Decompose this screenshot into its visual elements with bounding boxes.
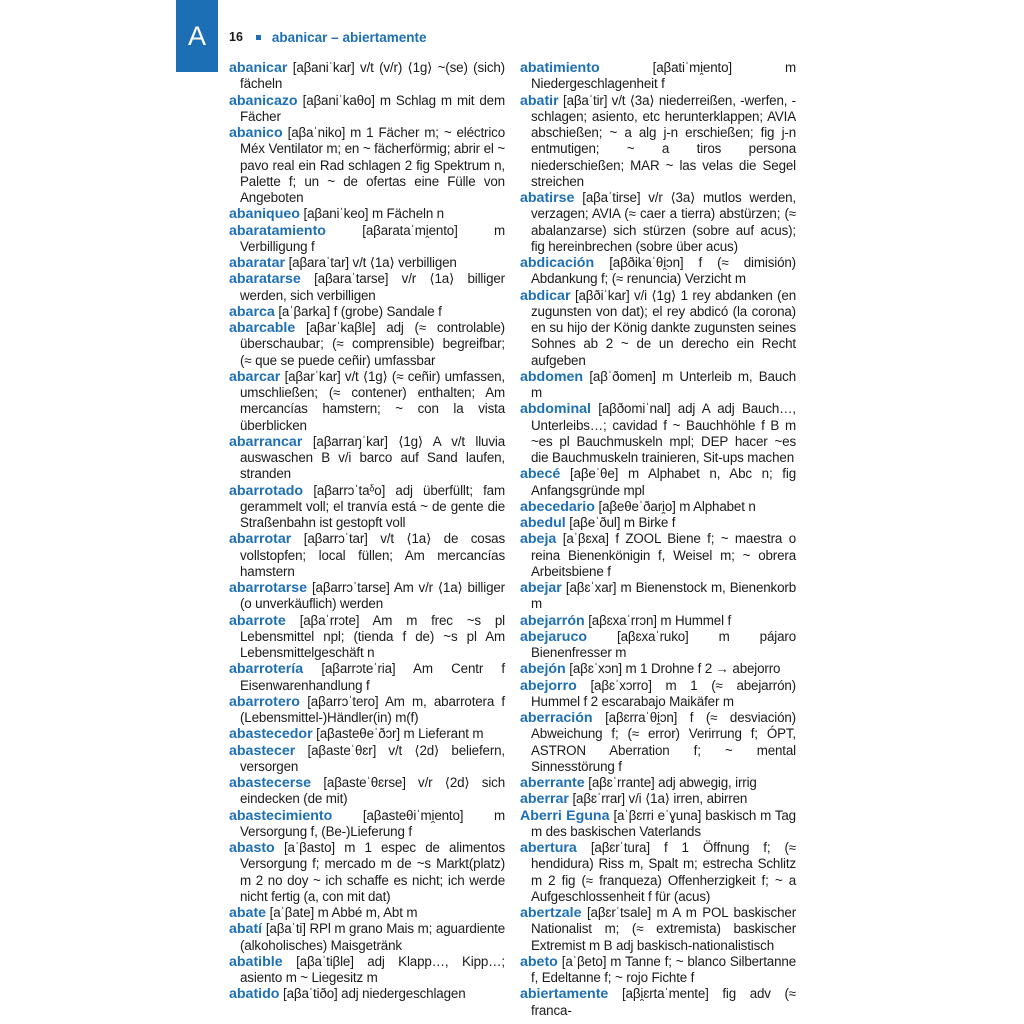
headword: abarrotar: [229, 531, 292, 548]
entry-definition: [aβɛˈxar] m Bienenstock m, Bienenkorb m: [531, 580, 796, 612]
dictionary-entry: [520, 255, 796, 288]
dictionary-entry: [229, 206, 505, 222]
entry-definition: [aβarrɔˈtaᵟo] adj überfüllt; fam gerammelt voll; el tranvía está ~ de gente die Straßenbahn ist gestopft voll: [240, 482, 505, 530]
entry-definition: [aβaniˈkeo] m Fächeln n: [299, 206, 444, 222]
dictionary-entry: [520, 775, 796, 791]
dictionary-entry: [520, 466, 796, 499]
entry-definition: [aˈβeto] m Tanne f; ~ blanco Silbertanne f, Edeltanne f; ~ rojo Fichte f: [531, 953, 796, 985]
entry-definition: [aβðikaˈθi̯ɔn] f (≈ dimisión) Abdankung f; (≈ renuncia) Verzicht m: [531, 255, 796, 287]
dictionary-entry: [520, 190, 796, 255]
dictionary-entry: [229, 125, 505, 206]
headword: abastecer: [229, 742, 296, 759]
entry-definition: [aβasteˈθɛr] v/t ⟨2d⟩ beliefern, versorgen: [240, 742, 505, 774]
headword: abdicación: [520, 255, 595, 271]
dictionary-entry: [229, 905, 505, 921]
entry-definition: [aβarraŋˈkar] ⟨1g⟩ A v/t lluvia auswaschen B v/i barco auf Sand laufen, stranden: [240, 433, 505, 482]
dictionary-entry: [229, 223, 505, 256]
entry-definition: [aβaˈrrɔte] Am m frec ~s pl Lebensmittel npl; (tienda f de) ~s pl Am Lebensmittelgeschäft n: [240, 612, 505, 660]
section-letter: A: [187, 20, 206, 51]
page-header: [229, 28, 426, 46]
entry-definition: [aβðiˈkar] v/i ⟨1g⟩ 1 rey abdanken (en zugunsten von dat); el rey abdicó (la corona) en su hijo der König dankte zugunsten seines Sohnes ab 2 ~ de un derecho ein Recht aufgeben: [531, 287, 796, 368]
dictionary-entry: [229, 840, 505, 905]
entry-definition: [aβɛrraˈθi̯ɔn] f (≈ desviación) Abweichung f; (≈ error) Verirrung f; ÓPT, ASTRON Aberration f; ~ mental Sinnesstörung f: [531, 710, 796, 774]
entry-definition: [aβaniˈkaθo] m Schlag m mit dem Fächer: [240, 92, 505, 124]
dictionary-entry: [520, 661, 796, 677]
entry-definition: [aβarataˈmi̯ento] m Verbilligung f: [240, 222, 505, 254]
headword: abatir: [520, 92, 559, 109]
dictionary-entry: [520, 93, 796, 191]
entry-definition: [aβarrɔˈtero] Am m, abarrotera f (Lebensmittel-)Händler(in) m(f): [240, 693, 505, 725]
dictionary-entry: [520, 629, 796, 662]
dictionary-entry: [520, 401, 796, 466]
dictionary-entry: [229, 694, 505, 727]
headword: abarca: [229, 303, 275, 320]
dictionary-entry: [229, 304, 505, 320]
headword: abdominal: [520, 401, 591, 418]
headword: abastecedor: [229, 726, 313, 743]
dictionary-entry: [229, 661, 505, 694]
entry-definition: [aβeθeˈðari̯o] m Alphabet n: [594, 498, 756, 514]
headword: abarrotarse: [229, 580, 308, 596]
left-column: [229, 60, 505, 1003]
dictionary-entry: [229, 580, 505, 613]
headword: abejón: [520, 661, 566, 678]
dictionary-entry: [229, 743, 505, 776]
dictionary-entry: [520, 580, 796, 613]
dictionary-entry: [520, 60, 796, 93]
headword: abarrotado: [229, 482, 304, 499]
page-number: 16: [229, 30, 243, 44]
headword: Aberri Eguna: [520, 807, 610, 824]
entry-definition: [aβaniˈkar] v/t (v/r) ⟨1g⟩ ~(se) (sich) fächeln: [240, 60, 505, 92]
dictionary-entry: [520, 369, 796, 402]
headword: aberrar: [520, 791, 569, 808]
entry-definition: [aˈβasto] m 1 espec de alimentos Versorgung f; mercado m de ~s Markt(platz) m 2 no doy ~ ich schaffe es nicht; ich werde nicht fertig (a, con mit dat): [240, 840, 505, 904]
dictionary-entry: [520, 613, 796, 629]
entry-definition: [aβɛˈxɔrro] m 1 (≈ abejarrón) Hummel f 2 escarabajo Maikäfer m: [531, 677, 796, 709]
entry-definition: [aβɛxaˈrrɔn] m Hummel f: [584, 612, 732, 628]
entry-definition: [aβaraˈtar] v/t ⟨1a⟩ verbilligen: [285, 255, 457, 270]
dictionary-entry: [229, 93, 505, 126]
headword: abdomen: [520, 368, 584, 385]
entry-definition: [aβɛxaˈruko] m pájaro Bienenfresser m: [531, 628, 796, 660]
dictionary-entry: [229, 531, 505, 580]
headword: abarrancar: [229, 433, 303, 450]
headword: abarrote: [229, 612, 286, 629]
headword: abedul: [520, 515, 566, 531]
headword: abatí: [229, 921, 263, 938]
dictionary-entry: [229, 320, 505, 369]
headword: abaratarse: [229, 271, 301, 288]
entry-definition: [aβarrɔˈtarse] Am v/r ⟨1a⟩ billiger (o unverkäuflich) werden: [240, 580, 505, 612]
entry-definition: [aβaˈtirse] v/r ⟨3a⟩ mutlos werden, verzagen; AVIA (≈ caer a tierra) abstürzen; (≈ abalanzarse) sich stürzen (sobre auf acus); fig hereinbrechen (sobre über acus): [531, 190, 796, 254]
headword: abdicar: [520, 287, 571, 304]
entry-definition: [aβðomiˈnal] adj A adj Bauch…, Unterleibs…; cavidad f ~ Bauchhöhle f B m ~es pl Bauchmuskeln mpl; DEP hacer ~es die Bauchmuskeln trainieren, Sit-ups machen: [531, 401, 796, 465]
entry-definition: [aβaˈniko] m 1 Fächer m; ~ eléctrico Méx Ventilator m; en ~ fächerförmig; abrir el ~ pavo real ein Rad schlagen 2 fig Spektrum n, Palette f; un ~ de ofertas eine Fülle von Angeboten: [240, 125, 505, 205]
headword: abaratamiento: [229, 222, 326, 239]
dictionary-entry: [520, 288, 796, 369]
headword: abastecerse: [229, 775, 312, 791]
entry-definition: [aβaˈtiðo] adj niedergeschlagen: [279, 986, 466, 1002]
entry-definition: [aβɛˈrrante] adj abwegig, irrig: [584, 775, 757, 790]
entry-definition: [aβarrɔˈtar] v/t ⟨1a⟩ de cosas vollstopfen; local füllen; Am mercancías hamstern: [240, 531, 505, 579]
headword: abaratar: [229, 255, 285, 271]
headword: abatirse: [520, 190, 575, 206]
entry-definition: [aβarˈkar] v/t ⟨1g⟩ (≈ ceñir) umfassen, umschließen; (≈ contener) enthalten; Am mercancías hamstern; ~ con la vista überblicken: [240, 368, 505, 433]
dictionary-entry: [520, 840, 796, 905]
entry-definition: [aβɛˈxɔn] m 1 Drohne f 2 → abejorro: [565, 661, 781, 677]
headword: abatible: [229, 953, 283, 970]
entry-definition: [aβasteθiˈmi̯ento] m Versorgung f, (Be-)Lieferung f: [240, 807, 505, 839]
headword: abarrotero: [229, 693, 300, 710]
dictionary-entry: [229, 255, 505, 271]
entry-definition: [aβeˈθe] m Alphabet n, Abc n; fig Anfangsgründe mpl: [531, 466, 796, 498]
dictionary-entry: [520, 905, 796, 954]
header-square-icon: [256, 35, 261, 40]
headword: abanicar: [229, 60, 288, 76]
dictionary-entry: [229, 483, 505, 532]
headword: abejar: [520, 580, 562, 596]
headword: abejarrón: [520, 612, 585, 629]
entry-definition: [aβarrɔteˈria] Am Centr f Eisenwarenhandlung f: [240, 661, 505, 693]
header-entry-range: abanicar – abiertamente: [271, 29, 427, 45]
entry-definition: [aβɛˈrrar] v/i ⟨1a⟩ irren, abirren: [568, 791, 748, 807]
headword: abatimiento: [520, 60, 600, 76]
headword: abanico: [229, 125, 283, 141]
headword: abecé: [520, 466, 561, 483]
headword: abejorro: [520, 677, 577, 694]
entry-definition: [aβɛrˈtura] f 1 Öffnung f; (≈ hendidura) Riss m, Spalt m; estrecha Schlitz m 2 fig (≈ franqueza) Offenherzigkeit f; ~ a Aufgeschlossenheit f für (acus): [531, 840, 796, 904]
dictionary-entry: [229, 613, 505, 662]
headword: aberración: [520, 710, 593, 726]
entry-definition: [aβasteθeˈðɔr] m Lieferant m: [312, 726, 484, 742]
entry-definition: [aβasteˈθɛrse] v/r ⟨2d⟩ sich eindecken (de mit): [240, 775, 505, 807]
headword: abecedario: [520, 498, 595, 515]
entry-definition: [aβi̯ɛrtaˈmente] fig adv (≈ franca-: [531, 986, 796, 1018]
dictionary-entry: [229, 60, 505, 93]
entry-definition: [aβaˈtiβle] adj Klapp…, Kipp…; asiento m ~ Liegesitz m: [240, 953, 505, 985]
dictionary-entry: [520, 791, 796, 807]
entry-definition: [aˈβate] m Abbé m, Abt m: [266, 905, 418, 920]
entry-definition: [aˈβɛxa] f ZOOL Biene f; ~ maestra o reina Bienenkönigin f, Weisel m; ~ obrera Arbeitsbiene f: [531, 531, 796, 579]
dictionary-entry: [520, 986, 796, 1019]
dictionary-entry: [229, 986, 505, 1002]
headword: abarcar: [229, 368, 281, 385]
entry-definition: [aβˈðomen] m Unterleib m, Bauch m: [531, 368, 796, 400]
dictionary-entry: [520, 531, 796, 580]
entry-definition: [aβarˈkaβle] adj (≈ controlable) überschaubar; (≈ comprensible) begreifbar; (≈ que se puede ceñir) umfassbar: [240, 320, 505, 368]
headword: abarcable: [229, 320, 296, 336]
headword: abaniqueo: [229, 206, 300, 223]
headword: abanicazo: [229, 92, 298, 109]
dictionary-entry: [520, 710, 796, 775]
headword: abertzale: [520, 905, 582, 921]
headword: abate: [229, 905, 267, 921]
dictionary-entry: [229, 271, 505, 304]
headword: abejaruco: [520, 628, 588, 645]
dictionary-entry: [229, 954, 505, 987]
headword: aberrante: [520, 775, 585, 791]
headword: abastecimiento: [229, 807, 333, 824]
entry-definition: [aβeˈðul] m Birke f: [565, 515, 676, 530]
dictionary-entry: [520, 808, 796, 841]
dictionary-entry: [520, 678, 796, 711]
headword: abasto: [229, 840, 275, 856]
dictionary-entry: [520, 954, 796, 987]
entry-definition: [aβɛrˈtsale] m A m POL baskischer Nationalist m; (≈ extremista) baskischer Extremist m B adj baskisch-nationalistisch: [531, 905, 796, 953]
dictionary-entry: [520, 499, 796, 515]
headword: abatido: [229, 986, 280, 1003]
letter-thumb-tab: [176, 0, 218, 72]
headword: abeja: [520, 531, 557, 548]
entry-definition: [aβatiˈmi̯ento] m Niedergeschlagenheit f: [531, 60, 796, 92]
dictionary-entry: [520, 515, 796, 531]
headword: abertura: [520, 840, 577, 856]
dictionary-entry: [229, 808, 505, 841]
headword: abiertamente: [520, 986, 609, 1003]
entry-definition: [aˈβɛrri eˈɣuna] baskisch m Tag m des baskischen Vaterlands: [531, 807, 796, 839]
dictionary-entry: [229, 726, 505, 742]
headword: abeto: [520, 953, 558, 970]
dictionary-entry: [229, 434, 505, 483]
headword: abarrotería: [229, 661, 304, 678]
entry-definition: [aˈβarka] f (grobe) Sandale f: [274, 303, 442, 319]
entry-definition: [aβaˈti] RPl m grano Mais m; aguardiente (alkoholisches) Maisgetränk: [240, 921, 505, 953]
entry-definition: [aβaraˈtarse] v/r ⟨1a⟩ billiger werden, sich verbilligen: [240, 271, 505, 303]
dictionary-entry: [229, 369, 505, 434]
right-column: [520, 60, 796, 1019]
entry-definition: [aβaˈtir] v/t ⟨3a⟩ niederreißen, -werfen, -schlagen; asiento, etc herunterklappen; AVIA abschießen; ~ a alg j-n erschießen; fig j-n entmutigen; ~ a tiros persona niederschießen; MAR ~ las velas die Segel streichen: [531, 92, 796, 189]
dictionary-entry: [229, 921, 505, 954]
dictionary-entry: [229, 775, 505, 808]
